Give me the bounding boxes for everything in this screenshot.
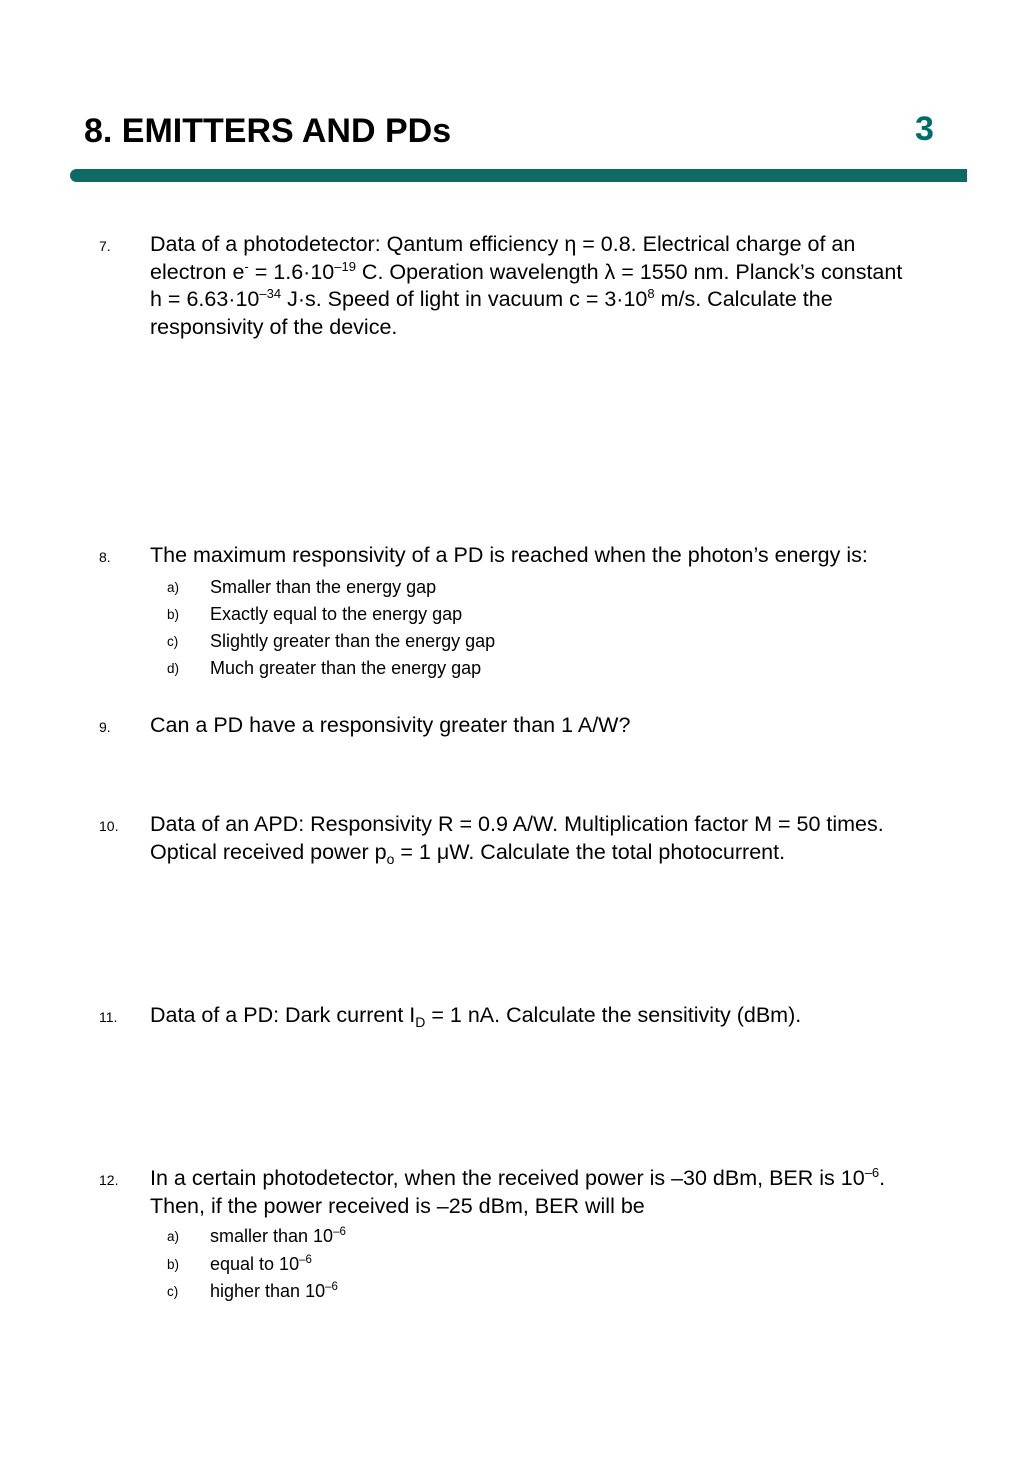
question-text: Can a PD have a responsivity greater than 1 A/W?: [150, 713, 631, 737]
question-number: 10.: [99, 818, 119, 834]
question-number: 11.: [99, 1009, 118, 1025]
question-number: 9.: [99, 719, 111, 735]
question-text: Data of a PD: Dark current $I_D = 1$ nA. Calculate the sensitivity (dBm).: [150, 1003, 802, 1030]
option-c: c) Slightly greater than the energy gap: [167, 631, 496, 651]
page-title: 8. EMITTERS AND PDs: [84, 112, 452, 150]
option-a: a) smaller than $10^{-6}$: [167, 1226, 346, 1246]
option-c: c) higher than $10^{-6}$: [167, 1281, 338, 1301]
question-number: 12.: [99, 1172, 119, 1188]
question-number: 8.: [99, 549, 111, 565]
question-text: The maximum responsivity of a PD is reached when the photon’s energy is:: [150, 543, 868, 567]
page-number: 3: [915, 110, 934, 148]
option-d: d) Much greater than the energy gap: [167, 658, 482, 678]
question-text: Data of an APD: Responsivity R = 0.9 A/W. Multiplication factor M = 50 times. Optical received power $p_o = 1$ μW. Calculate the total photocurrent.: [150, 812, 884, 867]
header-divider: [70, 169, 967, 182]
question-number: 7.: [99, 238, 111, 254]
question-text: In a certain photodetector, when the received power is –30 dBm, BER is $10^{-6}$. Then, if the power received is –25 dBm, BER will be: [150, 1165, 886, 1218]
option-b: b) equal to $10^{-6}$: [167, 1254, 312, 1274]
option-b: b) Exactly equal to the energy gap: [167, 604, 463, 624]
option-a: a) Smaller than the energy gap: [167, 577, 437, 597]
question-text: Data of a photodetector: Qantum efficiency η = 0.8. Electrical charge of an electron $e^- = 1.6\cdot 10^{-19}$ C. Operation wavelength λ = 1550 nm. Planck’s constant $h = 6.63\cdot 10^{-34}$ J·s. Speed of light in vacuum $c = 3\cdot 10^8$ m/s. Calculate the responsivity of the device.: [150, 232, 903, 339]
